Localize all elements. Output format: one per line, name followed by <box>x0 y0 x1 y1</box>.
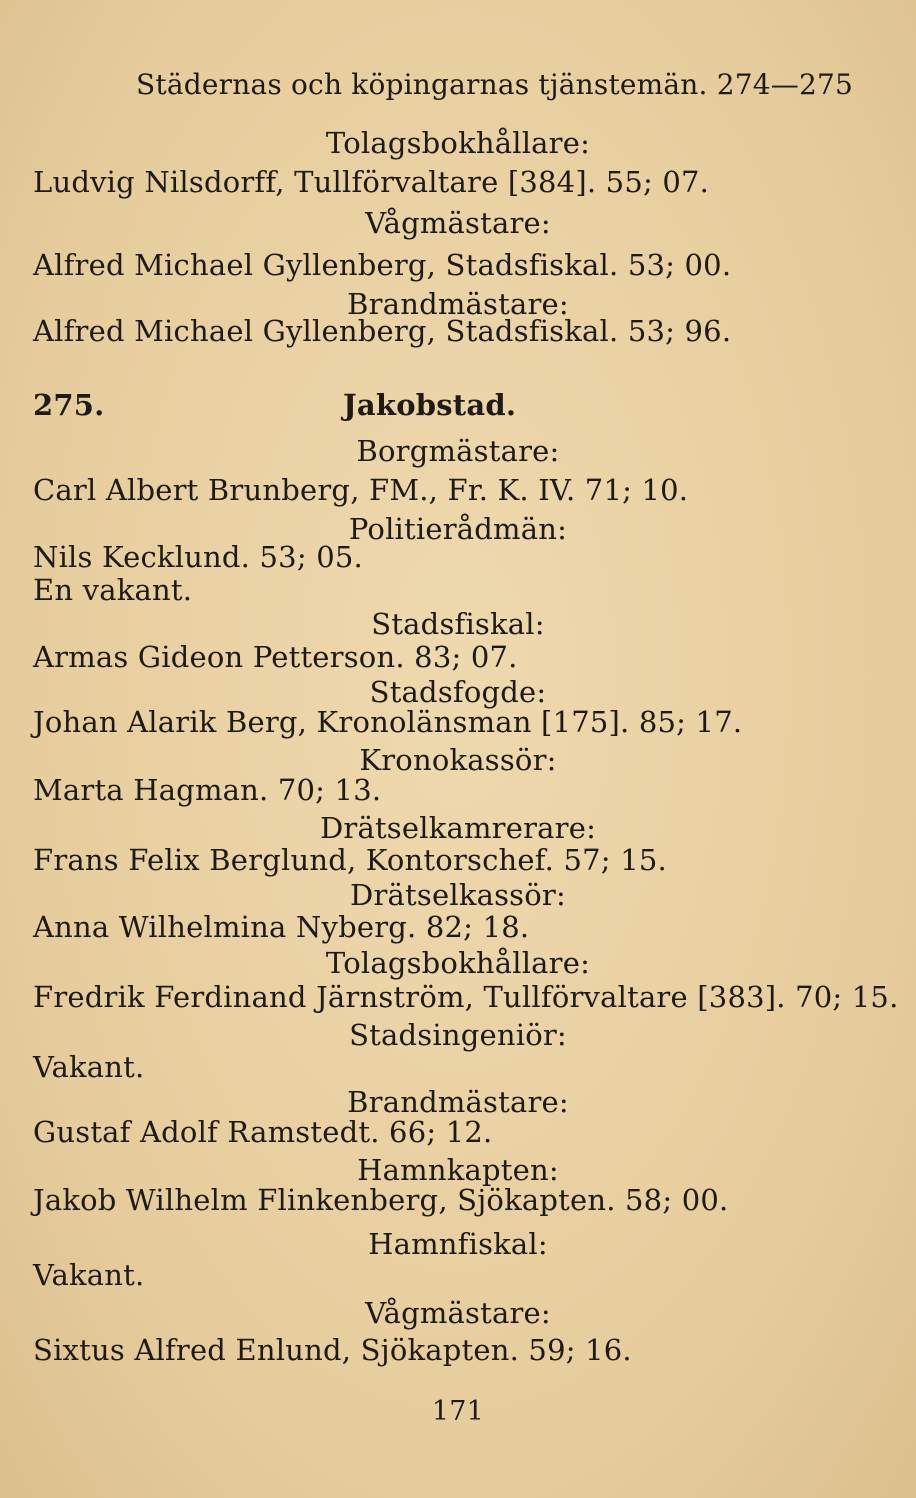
person-entry: En vakant. <box>33 573 193 607</box>
person-entry: Johan Alarik Berg, Kronolänsman [175]. 85; 17. <box>33 705 743 739</box>
page-number: 171 <box>431 1396 485 1427</box>
role-title: Brandmästare: <box>347 287 569 321</box>
role-title: Borgmästare: <box>356 434 560 468</box>
role-title: Stadsingeniör: <box>349 1018 567 1052</box>
person-entry: Sixtus Alfred Enlund, Sjökapten. 59; 16. <box>33 1333 632 1367</box>
person-entry: Carl Albert Brunberg, FM., Fr. K. IV. 71; 10. <box>33 473 689 507</box>
role-title: Drätselkassör: <box>350 878 566 912</box>
role-title: Drätselkamrerare: <box>319 811 597 845</box>
person-entry: Jakob Wilhelm Flinkenberg, Sjökapten. 58; 00. <box>33 1183 729 1217</box>
person-entry: Vakant. <box>33 1258 145 1292</box>
section-number: 275. <box>33 388 105 422</box>
role-title: Vågmästare: <box>365 206 551 240</box>
section-title: Jakobstad. <box>343 388 517 422</box>
role-title: Stadsfogde: <box>369 675 547 709</box>
role-title: Stadsfiskal: <box>371 607 545 641</box>
person-entry: Gustaf Adolf Ramstedt. 66; 12. <box>33 1115 493 1149</box>
person-entry: Marta Hagman. 70; 13. <box>33 773 382 807</box>
role-title: Tolagsbokhållare: <box>325 126 591 160</box>
person-entry: Frans Felix Berglund, Kontorschef. 57; 15. <box>33 843 667 877</box>
role-title: Hamnfiskal: <box>368 1227 548 1261</box>
person-entry: Armas Gideon Petterson. 83; 07. <box>33 640 518 674</box>
person-entry: Alfred Michael Gyllenberg, Stadsfiskal. 53; 00. <box>33 248 732 282</box>
running-title: Städernas och köpingarnas tjänstemän. <box>136 68 708 101</box>
role-title: Politierådmän: <box>348 512 568 546</box>
person-entry: Fredrik Ferdinand Järnström, Tullförvaltare [383]. 70; 15. <box>33 980 899 1014</box>
role-title: Hamnkapten: <box>357 1153 559 1187</box>
person-entry: Anna Wilhelmina Nyberg. 82; 18. <box>33 910 530 944</box>
person-entry: Ludvig Nilsdorff, Tullförvaltare [384]. 55; 07. <box>33 165 710 199</box>
role-title: Brandmästare: <box>347 1085 569 1119</box>
person-entry: Nils Kecklund. 53; 05. <box>33 540 363 574</box>
running-header <box>136 68 853 102</box>
role-title: Tolagsbokhållare: <box>325 946 591 980</box>
role-title: Vågmästare: <box>365 1296 551 1330</box>
page-range: 274—275 <box>716 68 854 101</box>
person-entry: Vakant. <box>33 1050 145 1084</box>
person-entry: Alfred Michael Gyllenberg, Stadsfiskal. 53; 96. <box>33 314 732 348</box>
role-title: Kronokassör: <box>359 743 557 777</box>
